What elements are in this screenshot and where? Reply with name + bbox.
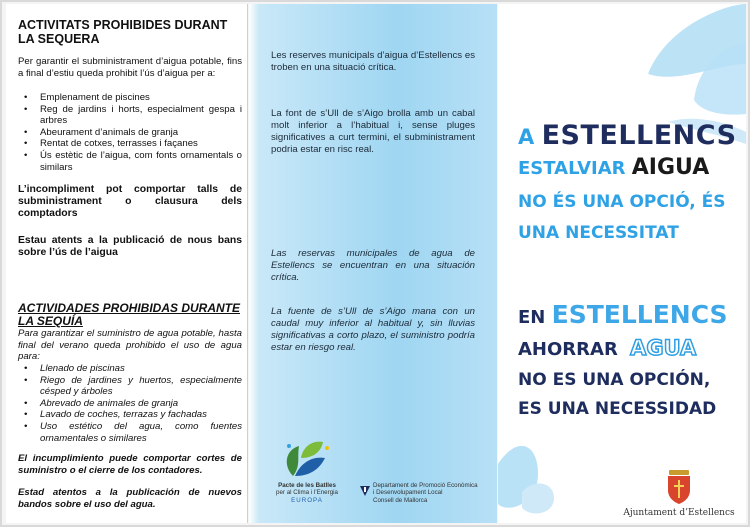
consell-mallorca-icon — [359, 484, 371, 496]
list-item: • Abrevado de animales de granja — [20, 398, 242, 410]
list-item: • Rentat de cotxes, terrasses i façanes — [20, 138, 242, 150]
spanish-heading: ACTIVIDADES PROHIBIDAS DURANTE LA SEQUÍA — [18, 301, 241, 328]
spanish-warning: El incumplimiento puede comportar cortes de suministro o el cierre de los contadores. — [18, 453, 242, 476]
cover-spanish-line3: NO ES UNA OPCIÓN, — [518, 370, 711, 390]
list-item: • Emplenament de piscines — [20, 92, 242, 104]
cover-catalan-line2: ESTALVIAR AIGUA — [518, 155, 710, 180]
list-item: • Reg de jardins i horts, especialment gespa i arbres — [20, 104, 242, 127]
list-item: • Riego de jardines y huertos, especialmente césped y árboles — [20, 375, 242, 398]
brochure — [2, 2, 748, 525]
catalan-reserves-text: Les reserves municipals d’aigua d’Estellencs es troben en una situació crítica. — [271, 50, 475, 73]
list-item: • Lavado de coches, terrazas y fachadas — [20, 409, 242, 421]
cover-catalan-line4: UNA NECESSITAT — [518, 223, 679, 243]
spanish-intro: Para garantizar el suministro de agua potable, hasta final del verano queda prohibido el uso de agua para: — [18, 328, 242, 363]
covenant-logo-caption: Pacte de les Batlles per al Clima i l’Energia EUROPA — [276, 482, 338, 504]
consell-logo-caption: Departament de Promoció Econòmica i Desenvolupament Local Consell de Mallorca — [373, 482, 478, 504]
list-item: • Abeurament d’animals de granja — [20, 127, 242, 139]
cover-panel — [498, 4, 746, 523]
list-item: • Ús estètic de l’aigua, com fonts ornamentals o similars — [20, 150, 242, 173]
left-panel — [6, 4, 248, 523]
council-name: Ajuntament d’Estellencs — [623, 508, 735, 518]
catalan-spring-text: La font de s’Ull de s’Aigo brolla amb un cabal molt inferior a l’habitual i, sense pluges significatives a curt termini, el subministrament podria estar en risc real. — [271, 108, 475, 155]
catalan-heading: ACTIVITATS PROHIBIDES DURANT LA SEQUERA — [18, 18, 228, 46]
list-item: • Llenado de piscinas — [20, 363, 242, 375]
decorative-water-shapes — [498, 4, 746, 523]
cover-catalan-line3: NO ÉS UNA OPCIÓ, ÉS — [518, 192, 726, 212]
cover-catalan-line1: A ESTELLENCS — [518, 120, 737, 151]
catalan-notice: Estau atents a la publicació de nous bans sobre l’ús de l’aigua — [18, 235, 242, 258]
spanish-spring-text: La fuente de s’Ull de s’Aigo mana con un caudal muy inferior al habitual y, sin lluvias significativas a corto plazo, el suministro podría estar en riesgo real. — [271, 306, 475, 353]
covenant-of-mayors-logo — [279, 436, 333, 480]
cover-spanish-line4: ES UNA NECESSIDAD — [518, 399, 717, 419]
spanish-notice: Estad atentos a la publicación de nuevos bandos sobre el uso del agua. — [18, 487, 242, 510]
spanish-list — [20, 363, 242, 444]
cover-spanish-line1: EN ESTELLENCS — [518, 300, 728, 329]
catalan-warning: L’incompliment pot comportar talls de subministrament o clausura dels comptadors — [18, 184, 242, 219]
list-item: • Uso estético del agua, como fuentes ornamentales o similares — [20, 421, 242, 444]
catalan-list — [20, 92, 242, 173]
catalan-intro: Per garantir el subministrament d’aigua potable, fins a final d’estiu queda prohibit l’ús d’aigua per a: — [18, 56, 242, 79]
spanish-reserves-text: Las reservas municipales de agua de Estellencs se encuentran en una situación crítica. — [271, 248, 475, 283]
coat-of-arms-icon — [666, 470, 692, 504]
cover-spanish-line2: AHORRAR AGUA — [518, 336, 697, 360]
middle-panel — [249, 4, 497, 523]
